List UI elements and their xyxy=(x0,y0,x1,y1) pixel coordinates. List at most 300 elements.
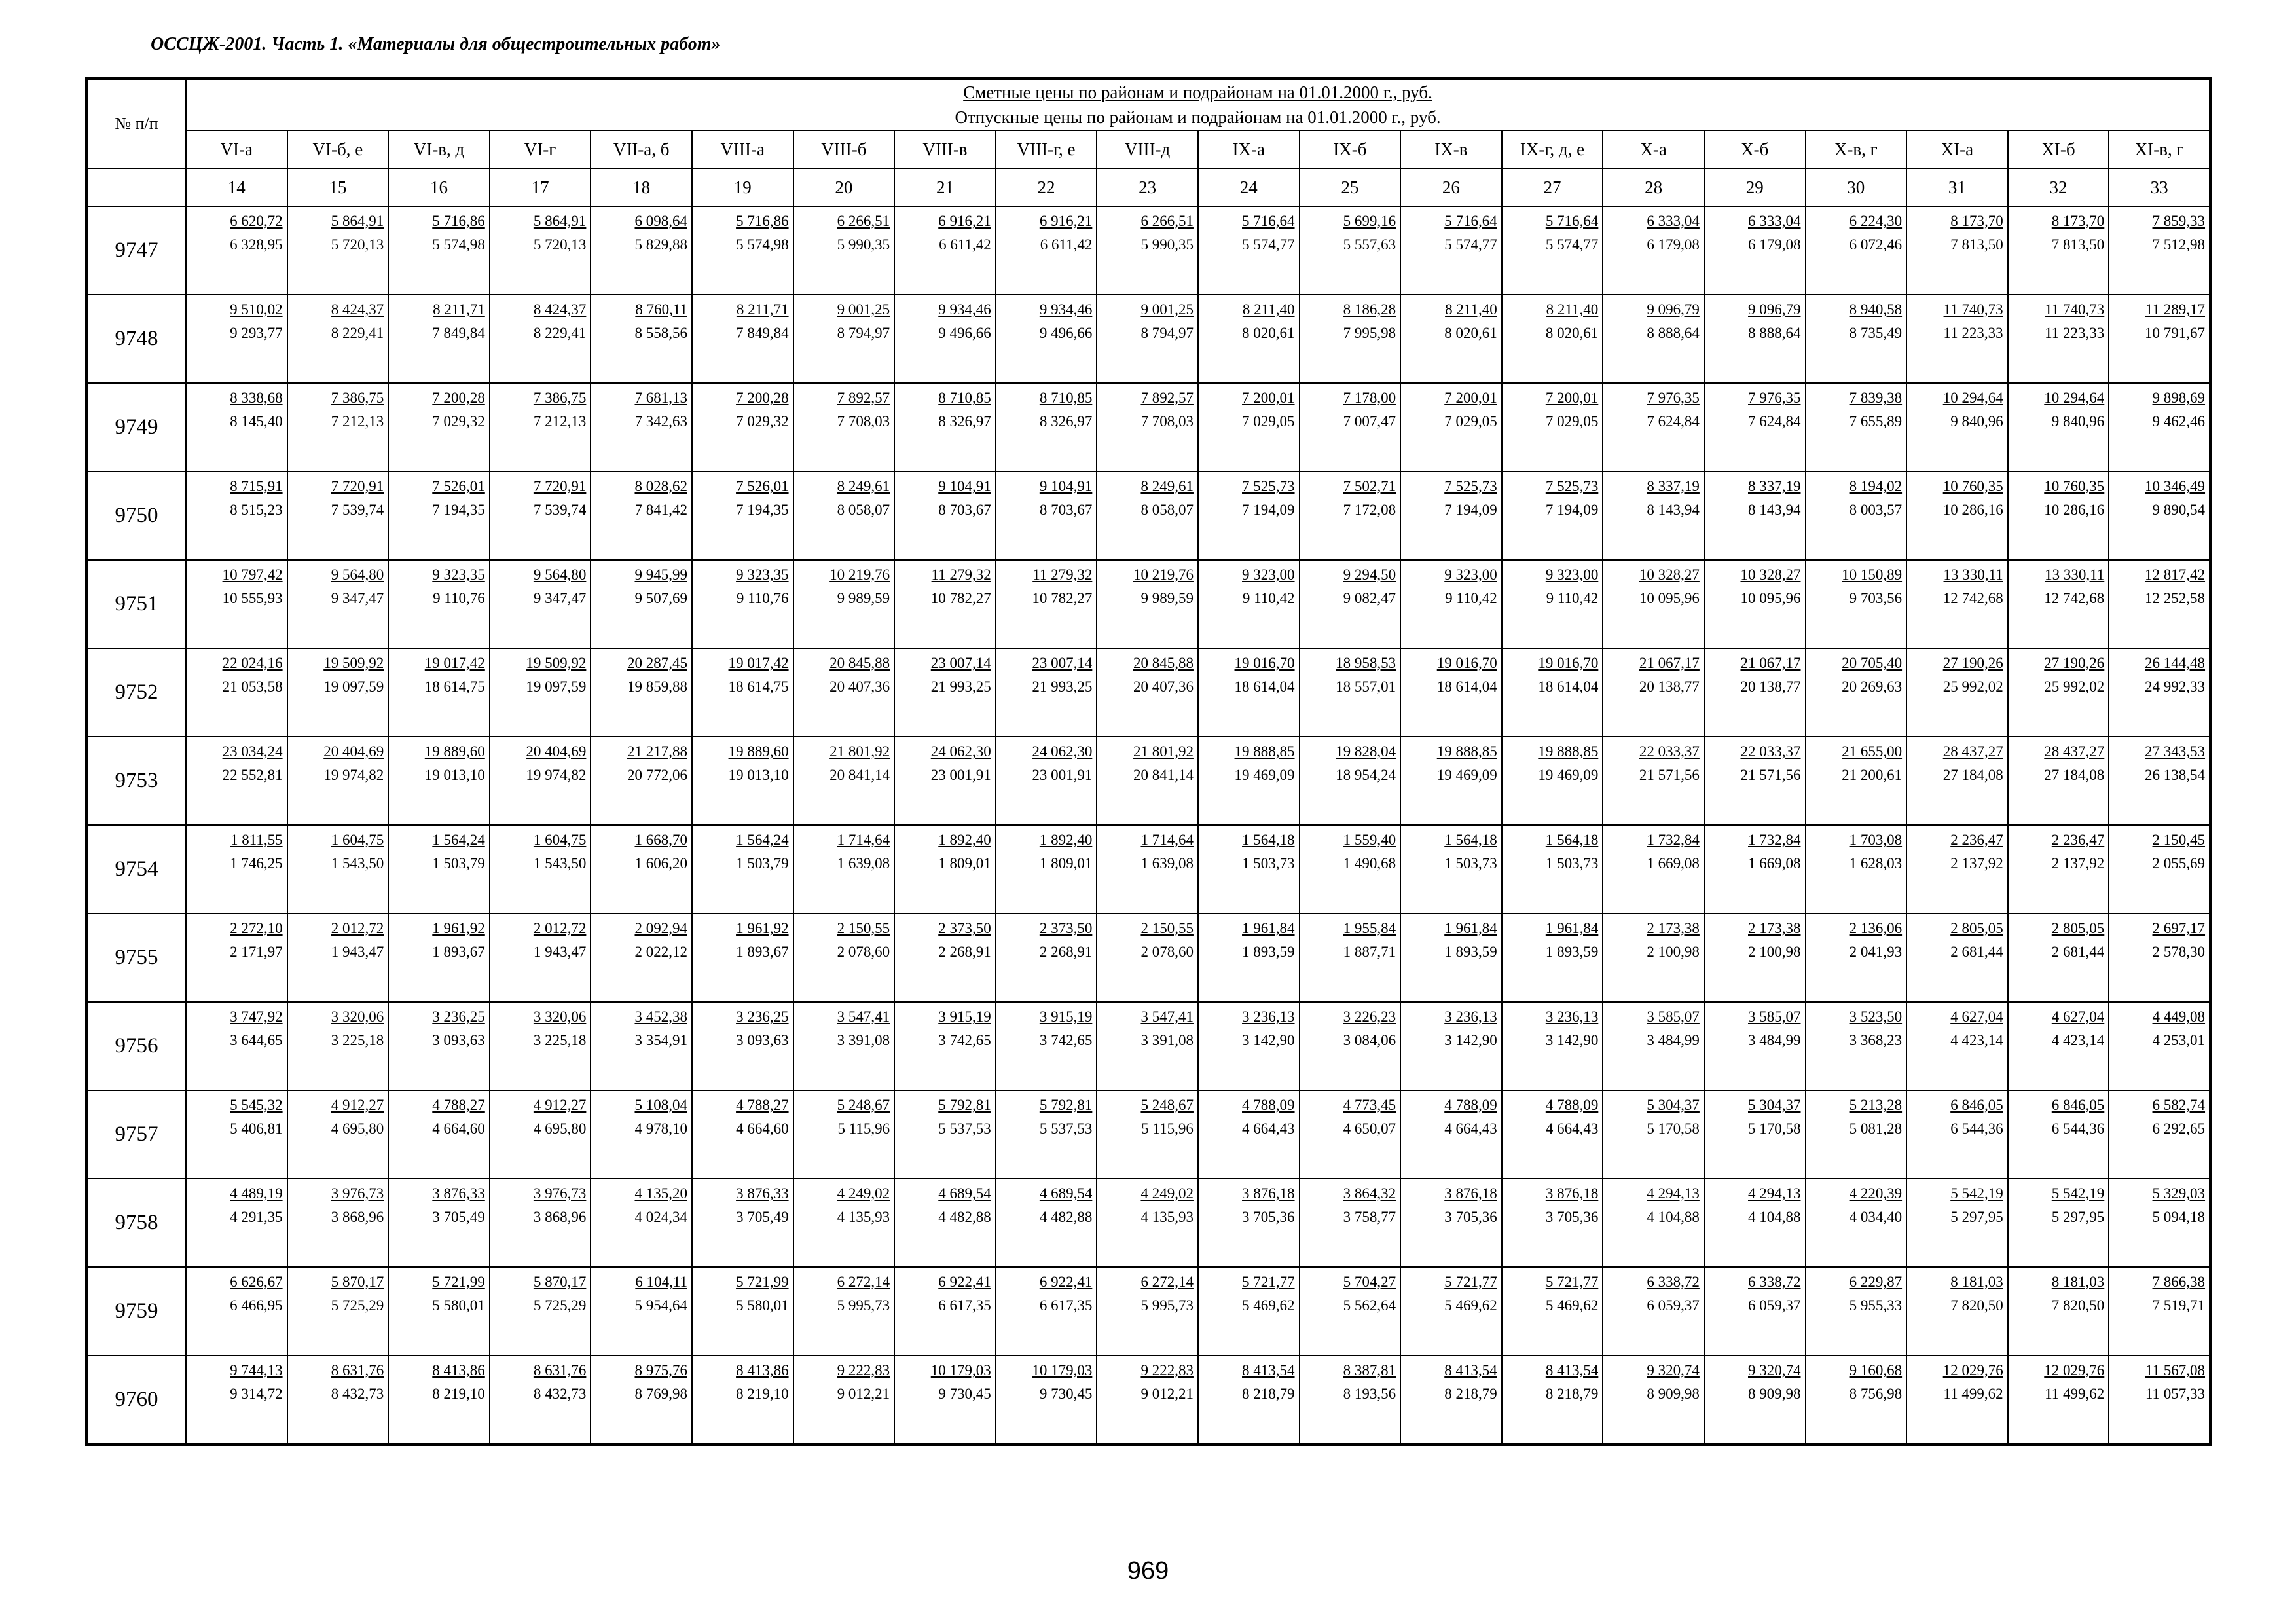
release-price: 7 539,74 xyxy=(533,502,587,518)
table-row xyxy=(86,560,2210,648)
release-price: 26 138,54 xyxy=(2145,767,2206,783)
release-price: 19 013,10 xyxy=(728,767,789,783)
release-price: 4 695,80 xyxy=(331,1120,384,1137)
estimate-price: 9 001,25 xyxy=(1140,301,1194,318)
price-cell xyxy=(1603,825,1704,913)
release-price: 4 135,93 xyxy=(1140,1209,1194,1225)
price-cell xyxy=(1704,825,1806,913)
price-cell xyxy=(1704,913,1806,1002)
release-price: 3 354,91 xyxy=(634,1032,687,1048)
release-price: 2 681,44 xyxy=(2051,944,2105,960)
estimate-price: 9 323,00 xyxy=(1444,566,1497,583)
estimate-price: 19 889,60 xyxy=(424,743,485,760)
release-price: 19 097,59 xyxy=(526,678,587,695)
release-price: 1 490,68 xyxy=(1343,855,1396,872)
price-cell xyxy=(388,1356,490,1445)
estimate-price: 6 272,14 xyxy=(1140,1274,1194,1290)
estimate-price: 10 179,03 xyxy=(930,1362,991,1378)
estimate-price: 21 655,00 xyxy=(1842,743,1903,760)
price-cell xyxy=(894,1356,996,1445)
estimate-price: 3 452,38 xyxy=(634,1008,687,1025)
release-price: 9 730,45 xyxy=(1039,1386,1093,1402)
price-cell xyxy=(490,1090,591,1179)
release-price: 2 578,30 xyxy=(2152,944,2206,960)
estimate-price: 6 098,64 xyxy=(634,213,687,229)
estimate-price: 2 805,05 xyxy=(2051,920,2105,936)
release-price: 8 143,94 xyxy=(1748,502,1801,518)
release-price: 2 022,12 xyxy=(634,944,687,960)
price-cell xyxy=(2008,295,2109,383)
estimate-price: 6 922,41 xyxy=(1039,1274,1093,1290)
price-cell xyxy=(996,1267,1097,1356)
price-cell xyxy=(388,1090,490,1179)
estimate-price: 21 801,92 xyxy=(1133,743,1194,760)
price-cell xyxy=(1097,1090,1198,1179)
release-price: 5 094,18 xyxy=(2152,1209,2206,1225)
item-number: 9749 xyxy=(86,383,186,471)
release-price: 6 611,42 xyxy=(1040,236,1093,253)
release-price: 1 503,73 xyxy=(1444,855,1497,872)
estimate-price: 2 805,05 xyxy=(1950,920,2003,936)
estimate-price: 4 689,54 xyxy=(1039,1185,1093,1202)
price-cell xyxy=(388,648,490,737)
release-price: 3 142,90 xyxy=(1242,1032,1295,1048)
release-price: 23 001,91 xyxy=(1032,767,1093,783)
zone-header: X-в, г xyxy=(1806,130,1907,168)
release-price: 5 115,96 xyxy=(1141,1120,1194,1137)
estimate-price: 3 915,19 xyxy=(938,1008,991,1025)
table-row xyxy=(86,206,2210,295)
estimate-price: 8 710,85 xyxy=(1039,390,1093,406)
estimate-price: 9 945,99 xyxy=(634,566,687,583)
column-number: 21 xyxy=(894,168,996,206)
price-cell xyxy=(388,1002,490,1090)
release-price: 7 849,84 xyxy=(736,325,789,341)
price-cell xyxy=(793,1002,895,1090)
release-price: 5 720,13 xyxy=(331,236,384,253)
price-cell xyxy=(186,295,287,383)
price-cell xyxy=(1097,206,1198,295)
estimate-price: 3 226,23 xyxy=(1343,1008,1396,1025)
release-price: 6 544,36 xyxy=(2051,1120,2105,1137)
release-price: 4 253,01 xyxy=(2152,1032,2206,1048)
estimate-price: 8 424,37 xyxy=(533,301,587,318)
estimate-price: 8 413,86 xyxy=(736,1362,789,1378)
price-cell xyxy=(1906,1179,2008,1267)
price-cell xyxy=(490,1002,591,1090)
estimate-price: 6 846,05 xyxy=(1950,1097,2003,1113)
release-price: 9 890,54 xyxy=(2152,502,2206,518)
price-cell xyxy=(1906,913,2008,1002)
price-cell xyxy=(287,206,389,295)
estimate-price: 6 338,72 xyxy=(1647,1274,1700,1290)
price-cell xyxy=(1906,825,2008,913)
release-price: 3 705,49 xyxy=(736,1209,789,1225)
price-cell xyxy=(1097,295,1198,383)
price-cell xyxy=(1704,1267,1806,1356)
zone-header: VIII-б xyxy=(793,130,895,168)
price-cell xyxy=(186,383,287,471)
estimate-price: 3 915,19 xyxy=(1039,1008,1093,1025)
estimate-price: 4 788,27 xyxy=(736,1097,789,1113)
price-cell xyxy=(490,1179,591,1267)
release-price: 20 138,77 xyxy=(1639,678,1700,695)
release-price: 8 888,64 xyxy=(1647,325,1700,341)
estimate-price: 2 697,17 xyxy=(2152,920,2206,936)
release-price: 11 223,33 xyxy=(2045,325,2105,341)
zone-header: VI-в, д xyxy=(388,130,490,168)
release-price: 8 888,64 xyxy=(1748,325,1801,341)
release-price: 9 840,96 xyxy=(2051,413,2105,430)
estimate-price: 6 224,30 xyxy=(1849,213,1903,229)
estimate-price: 6 333,04 xyxy=(1647,213,1700,229)
item-number: 9752 xyxy=(86,648,186,737)
estimate-price: 7 839,38 xyxy=(1849,390,1903,406)
price-cell xyxy=(996,1002,1097,1090)
estimate-price: 3 547,41 xyxy=(1140,1008,1194,1025)
price-cell xyxy=(2109,560,2210,648)
release-price: 5 170,58 xyxy=(1748,1120,1801,1137)
release-price: 4 664,43 xyxy=(1444,1120,1497,1137)
estimate-price: 10 294,64 xyxy=(1942,390,2003,406)
release-price: 11 057,33 xyxy=(2145,1386,2206,1402)
estimate-price: 19 889,60 xyxy=(728,743,789,760)
price-cell xyxy=(186,913,287,1002)
price-cell xyxy=(1806,737,1907,825)
price-cell xyxy=(2109,737,2210,825)
estimate-price: 5 864,91 xyxy=(533,213,587,229)
estimate-price: 3 547,41 xyxy=(837,1008,890,1025)
estimate-price: 19 016,70 xyxy=(1538,655,1599,671)
estimate-price: 2 150,45 xyxy=(2152,832,2206,848)
table-row xyxy=(86,1179,2210,1267)
estimate-price: 7 526,01 xyxy=(432,478,485,494)
table-header-row xyxy=(86,79,2210,130)
release-price: 18 614,04 xyxy=(1538,678,1599,695)
estimate-price: 1 892,40 xyxy=(938,832,991,848)
release-price: 9 496,66 xyxy=(1039,325,1093,341)
zone-header: VIII-д xyxy=(1097,130,1198,168)
estimate-price: 11 289,17 xyxy=(2145,301,2206,318)
release-price: 2 100,98 xyxy=(1748,944,1801,960)
estimate-price: 5 248,67 xyxy=(837,1097,890,1113)
price-cell xyxy=(1502,913,1603,1002)
estimate-price: 8 211,71 xyxy=(736,301,789,318)
price-cell xyxy=(1704,1356,1806,1445)
estimate-price: 2 012,72 xyxy=(533,920,587,936)
release-price: 3 868,96 xyxy=(533,1209,587,1225)
price-cell xyxy=(490,913,591,1002)
estimate-price: 5 716,86 xyxy=(432,213,485,229)
estimate-price: 19 509,92 xyxy=(323,655,384,671)
estimate-price: 5 721,77 xyxy=(1444,1274,1497,1290)
estimate-price: 5 699,16 xyxy=(1343,213,1396,229)
release-price: 10 791,67 xyxy=(2145,325,2206,341)
price-cell xyxy=(1198,1267,1300,1356)
price-cell xyxy=(2008,648,2109,737)
release-price: 18 614,75 xyxy=(728,678,789,695)
price-cell xyxy=(1806,1179,1907,1267)
price-cell xyxy=(2109,1356,2210,1445)
price-cell xyxy=(894,1267,996,1356)
price-cell xyxy=(591,737,692,825)
release-price: 19 974,82 xyxy=(323,767,384,783)
release-price: 27 184,08 xyxy=(1942,767,2003,783)
estimate-price: 11 279,32 xyxy=(931,566,991,583)
price-cell xyxy=(1097,383,1198,471)
estimate-price-title: Сметные цены по районам и подрайонам на 01.01.2000 г., руб. xyxy=(963,83,1432,102)
estimate-price: 5 870,17 xyxy=(331,1274,384,1290)
estimate-price: 3 876,18 xyxy=(1545,1185,1599,1202)
price-cell xyxy=(2008,206,2109,295)
price-cell xyxy=(1906,1090,2008,1179)
release-price: 8 703,67 xyxy=(938,502,991,518)
estimate-price: 4 912,27 xyxy=(331,1097,384,1113)
estimate-price: 5 542,19 xyxy=(1950,1185,2003,1202)
price-cell xyxy=(1300,825,1401,913)
estimate-price: 1 559,40 xyxy=(1343,832,1396,848)
price-cell xyxy=(1906,560,2008,648)
estimate-price: 8 337,19 xyxy=(1647,478,1700,494)
release-price: 7 519,71 xyxy=(2152,1297,2206,1314)
estimate-price: 6 229,87 xyxy=(1849,1274,1903,1290)
estimate-price: 3 523,50 xyxy=(1849,1008,1903,1025)
price-cell xyxy=(894,913,996,1002)
estimate-price: 7 866,38 xyxy=(2152,1274,2206,1290)
estimate-price: 9 222,83 xyxy=(837,1362,890,1378)
price-cell xyxy=(287,825,389,913)
release-price: 8 432,73 xyxy=(331,1386,384,1402)
estimate-price: 1 714,64 xyxy=(837,832,890,848)
price-cell xyxy=(186,825,287,913)
release-price: 2 078,60 xyxy=(837,944,890,960)
estimate-price: 5 108,04 xyxy=(634,1097,687,1113)
price-cell xyxy=(1704,383,1806,471)
price-cell xyxy=(388,737,490,825)
price-cell xyxy=(1704,1002,1806,1090)
release-price: 6 617,35 xyxy=(1039,1297,1093,1314)
estimate-price: 4 689,54 xyxy=(938,1185,991,1202)
table-row xyxy=(86,1267,2210,1356)
price-cell xyxy=(996,1179,1097,1267)
release-price: 19 974,82 xyxy=(526,767,587,783)
estimate-price: 10 150,89 xyxy=(1842,566,1903,583)
release-price: 9 989,59 xyxy=(837,590,890,606)
price-cell xyxy=(793,471,895,560)
price-cell xyxy=(1502,1267,1603,1356)
release-price: 2 041,93 xyxy=(1849,944,1903,960)
price-cell xyxy=(1300,206,1401,295)
release-price: 5 297,95 xyxy=(1950,1209,2003,1225)
release-price: 12 252,58 xyxy=(2145,590,2206,606)
estimate-price: 1 732,84 xyxy=(1647,832,1700,848)
estimate-price: 3 747,92 xyxy=(230,1008,283,1025)
price-cell xyxy=(388,825,490,913)
price-cell xyxy=(490,471,591,560)
table-row xyxy=(86,1002,2210,1090)
estimate-price: 6 922,41 xyxy=(938,1274,991,1290)
release-price: 18 614,75 xyxy=(424,678,485,695)
estimate-price: 6 338,72 xyxy=(1748,1274,1801,1290)
release-price: 4 482,88 xyxy=(938,1209,991,1225)
price-cell xyxy=(1603,1356,1704,1445)
price-cell xyxy=(1198,383,1300,471)
estimate-price: 24 062,30 xyxy=(1032,743,1093,760)
price-cell xyxy=(2109,1267,2210,1356)
price-cell xyxy=(1806,1356,1907,1445)
estimate-price: 4 449,08 xyxy=(2152,1008,2206,1025)
release-price: 8 794,97 xyxy=(1140,325,1194,341)
price-cell xyxy=(1704,1179,1806,1267)
price-cell xyxy=(1400,1267,1502,1356)
estimate-price: 4 294,13 xyxy=(1647,1185,1700,1202)
estimate-price: 4 220,39 xyxy=(1849,1185,1903,1202)
price-cell xyxy=(894,1090,996,1179)
release-price: 8 003,57 xyxy=(1849,502,1903,518)
price-cell xyxy=(692,737,793,825)
price-cell xyxy=(1704,737,1806,825)
price-cell xyxy=(2008,1002,2109,1090)
estimate-price: 9 104,91 xyxy=(1039,478,1093,494)
price-cell xyxy=(490,648,591,737)
release-price: 21 571,56 xyxy=(1639,767,1700,783)
zone-header: VII-а, б xyxy=(591,130,692,168)
row-number-header: № п/п xyxy=(86,79,186,168)
price-cell xyxy=(1400,1002,1502,1090)
release-price: 4 650,07 xyxy=(1343,1120,1396,1137)
release-price: 19 097,59 xyxy=(323,678,384,695)
price-cell xyxy=(1502,737,1603,825)
release-price: 1 503,73 xyxy=(1242,855,1295,872)
price-cell xyxy=(1704,206,1806,295)
estimate-price: 8 211,40 xyxy=(1242,301,1295,318)
estimate-price: 9 510,02 xyxy=(230,301,283,318)
estimate-price: 9 744,13 xyxy=(230,1362,283,1378)
price-cell xyxy=(1198,1179,1300,1267)
estimate-price: 8 173,70 xyxy=(1950,213,2003,229)
price-cell xyxy=(1906,471,2008,560)
estimate-price: 1 668,70 xyxy=(634,832,687,848)
price-cell xyxy=(1400,648,1502,737)
table-row xyxy=(86,737,2210,825)
table-row xyxy=(86,1090,2210,1179)
release-price: 27 184,08 xyxy=(2044,767,2105,783)
estimate-price: 5 721,99 xyxy=(432,1274,485,1290)
estimate-price: 28 437,27 xyxy=(1942,743,2003,760)
release-price: 7 194,35 xyxy=(736,502,789,518)
release-price: 5 580,01 xyxy=(736,1297,789,1314)
estimate-price: 11 740,73 xyxy=(1943,301,2003,318)
zone-header: VI-г xyxy=(490,130,591,168)
release-price: 4 104,88 xyxy=(1748,1209,1801,1225)
release-price: 10 095,96 xyxy=(1740,590,1801,606)
price-cell xyxy=(1097,1002,1198,1090)
release-price: 4 024,34 xyxy=(634,1209,687,1225)
release-price: 20 772,06 xyxy=(627,767,687,783)
estimate-price: 7 386,75 xyxy=(533,390,587,406)
release-price: 5 170,58 xyxy=(1647,1120,1700,1137)
price-cell xyxy=(793,825,895,913)
price-cell xyxy=(1603,295,1704,383)
estimate-price: 20 845,88 xyxy=(1133,655,1194,671)
release-price: 3 484,99 xyxy=(1748,1032,1801,1048)
estimate-price: 12 029,76 xyxy=(2044,1362,2105,1378)
price-cell xyxy=(1400,737,1502,825)
estimate-price: 7 200,01 xyxy=(1545,390,1599,406)
estimate-price: 27 343,53 xyxy=(2145,743,2206,760)
release-price: 1 893,59 xyxy=(1545,944,1599,960)
release-price: 4 482,88 xyxy=(1039,1209,1093,1225)
release-price: 3 868,96 xyxy=(331,1209,384,1225)
release-price: 2 137,92 xyxy=(1950,855,2003,872)
price-cell xyxy=(1806,560,1907,648)
estimate-price: 7 976,35 xyxy=(1748,390,1801,406)
item-number: 9757 xyxy=(86,1090,186,1179)
release-price: 8 794,97 xyxy=(837,325,890,341)
price-cell xyxy=(793,648,895,737)
release-price: 2 171,97 xyxy=(230,944,283,960)
release-price: 7 841,42 xyxy=(634,502,687,518)
price-cell xyxy=(1603,471,1704,560)
price-cell xyxy=(186,1267,287,1356)
price-cell xyxy=(1300,295,1401,383)
column-number: 15 xyxy=(287,168,389,206)
estimate-price: 4 294,13 xyxy=(1748,1185,1801,1202)
estimate-price: 21 067,17 xyxy=(1639,655,1700,671)
table-row xyxy=(86,648,2210,737)
estimate-price: 27 190,26 xyxy=(2044,655,2105,671)
estimate-price: 22 033,37 xyxy=(1639,743,1700,760)
estimate-price: 3 320,06 xyxy=(331,1008,384,1025)
estimate-price: 8 413,54 xyxy=(1242,1362,1295,1378)
release-price: 8 229,41 xyxy=(331,325,384,341)
price-cell xyxy=(1806,383,1907,471)
estimate-price: 20 404,69 xyxy=(526,743,587,760)
item-number: 9753 xyxy=(86,737,186,825)
price-cell xyxy=(996,913,1097,1002)
price-cell xyxy=(692,1179,793,1267)
estimate-price: 10 328,27 xyxy=(1639,566,1700,583)
estimate-price: 3 236,13 xyxy=(1242,1008,1295,1025)
price-cell xyxy=(2109,383,2210,471)
estimate-price: 4 249,02 xyxy=(1140,1185,1194,1202)
estimate-price: 4 773,45 xyxy=(1343,1097,1396,1113)
release-price: 3 225,18 xyxy=(331,1032,384,1048)
release-price: 7 820,50 xyxy=(2051,1297,2105,1314)
price-cell xyxy=(1704,471,1806,560)
price-cell xyxy=(1906,1002,2008,1090)
table-title xyxy=(186,79,2210,130)
item-number: 9759 xyxy=(86,1267,186,1356)
estimate-price: 5 716,64 xyxy=(1545,213,1599,229)
price-cell xyxy=(1704,295,1806,383)
release-price: 8 515,23 xyxy=(230,502,283,518)
estimate-price: 19 828,04 xyxy=(1336,743,1396,760)
price-cell xyxy=(1400,383,1502,471)
release-price: 10 782,27 xyxy=(1032,590,1093,606)
release-price: 1 503,79 xyxy=(432,855,485,872)
price-cell xyxy=(1502,825,1603,913)
estimate-price: 2 092,94 xyxy=(634,920,687,936)
column-number: 25 xyxy=(1300,168,1401,206)
estimate-price: 11 567,08 xyxy=(2145,1362,2206,1378)
price-cell xyxy=(287,737,389,825)
column-number: 27 xyxy=(1502,168,1603,206)
release-price: 8 326,97 xyxy=(938,413,991,430)
price-cell xyxy=(2109,825,2210,913)
estimate-price: 18 958,53 xyxy=(1336,655,1396,671)
release-price: 1 893,67 xyxy=(736,944,789,960)
